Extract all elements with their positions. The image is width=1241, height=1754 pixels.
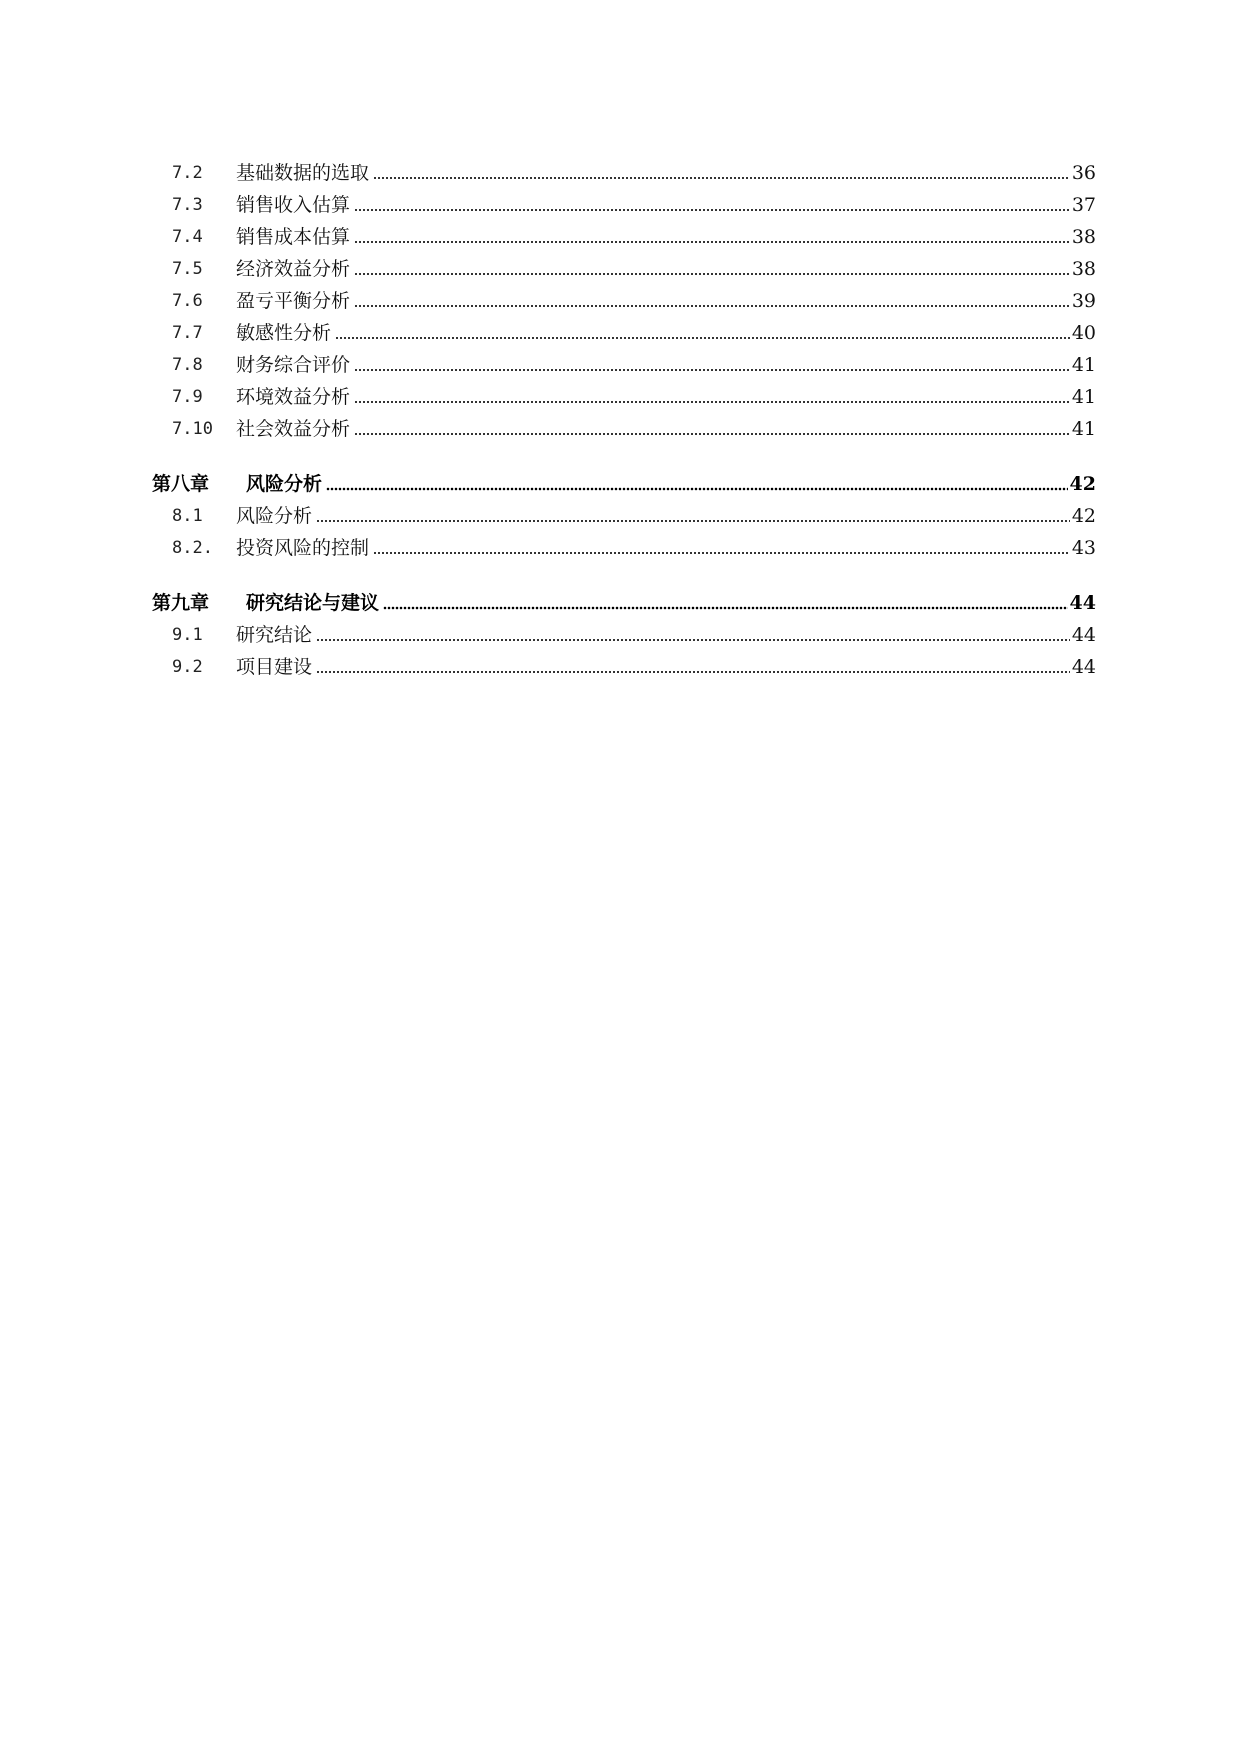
toc-entry-page: 40 [1071, 322, 1096, 344]
toc-entry-number: 7.4 [172, 227, 203, 247]
toc-entry-number: 7.5 [172, 259, 203, 279]
toc-entry-9-1[interactable] [152, 614, 1096, 646]
toc-entry-title: 经济效益分析 [236, 258, 351, 280]
dot-leader [354, 432, 1070, 436]
dot-leader [383, 606, 1068, 610]
dot-leader [354, 400, 1070, 404]
toc-entry-7-4[interactable] [152, 216, 1096, 248]
toc-entry-7-2[interactable] [152, 152, 1096, 184]
toc-entry-page: 38 [1071, 226, 1096, 248]
toc-entry-8-1[interactable] [152, 495, 1096, 527]
toc-chapter-page: 44 [1069, 592, 1096, 614]
toc-entry-title: 销售成本估算 [236, 226, 351, 248]
toc-entry-number: 7.7 [172, 323, 203, 343]
toc-entry-number: 8.2. [172, 538, 213, 558]
toc-entry-title: 风险分析 [236, 505, 313, 527]
toc-entry-number: 7.9 [172, 387, 203, 407]
toc-entry-7-9[interactable] [152, 376, 1096, 408]
toc-chapter-8[interactable] [152, 463, 1096, 495]
dot-leader [354, 368, 1070, 372]
toc-entry-8-2[interactable] [152, 527, 1096, 559]
toc-entry-page: 41 [1071, 354, 1096, 376]
toc-entry-title: 销售收入估算 [236, 194, 351, 216]
toc-entry-title: 敏感性分析 [236, 322, 332, 344]
dot-leader [316, 638, 1070, 642]
toc-entry-page: 37 [1071, 194, 1096, 216]
toc-entry-page: 38 [1071, 258, 1096, 280]
toc-chapter-page: 42 [1069, 473, 1096, 495]
table-of-contents [152, 152, 1096, 678]
dot-leader [316, 670, 1070, 674]
toc-entry-page: 36 [1071, 162, 1096, 184]
toc-entry-title: 环境效益分析 [236, 386, 351, 408]
toc-chapter-number: 第八章 [152, 473, 210, 495]
toc-entry-title: 盈亏平衡分析 [236, 290, 351, 312]
toc-entry-title: 财务综合评价 [236, 354, 351, 376]
dot-leader [316, 519, 1070, 523]
dot-leader [354, 304, 1070, 308]
toc-entry-page: 44 [1071, 624, 1096, 646]
toc-entry-number: 7.6 [172, 291, 203, 311]
toc-chapter-number: 第九章 [152, 592, 210, 614]
toc-entry-page: 44 [1071, 656, 1096, 678]
toc-entry-title: 投资风险的控制 [236, 537, 370, 559]
toc-entry-number: 8.1 [172, 506, 203, 526]
toc-entry-title: 项目建设 [236, 656, 313, 678]
dot-leader [354, 240, 1070, 244]
toc-entry-number: 9.2 [172, 657, 203, 677]
toc-entry-title: 基础数据的选取 [236, 162, 370, 184]
toc-entry-7-8[interactable] [152, 344, 1096, 376]
dot-leader [354, 208, 1070, 212]
toc-entry-number: 7.8 [172, 355, 203, 375]
toc-entry-page: 41 [1071, 418, 1096, 440]
toc-chapter-9[interactable] [152, 582, 1096, 614]
toc-entry-number: 7.2 [172, 163, 203, 183]
toc-entry-7-7[interactable] [152, 312, 1096, 344]
dot-leader [354, 272, 1070, 276]
toc-entry-number: 9.1 [172, 625, 203, 645]
toc-entry-page: 43 [1071, 537, 1096, 559]
dot-leader [373, 551, 1070, 555]
toc-entry-title: 研究结论 [236, 624, 313, 646]
dot-leader [326, 487, 1068, 491]
toc-entry-page: 41 [1071, 386, 1096, 408]
dot-leader [373, 176, 1070, 180]
toc-entry-7-5[interactable] [152, 248, 1096, 280]
dot-leader [335, 336, 1070, 340]
toc-entry-page: 39 [1071, 290, 1096, 312]
toc-entry-title: 社会效益分析 [236, 418, 351, 440]
toc-chapter-title: 风险分析 [246, 473, 323, 495]
toc-entry-7-3[interactable] [152, 184, 1096, 216]
toc-entry-number: 7.10 [172, 419, 213, 439]
toc-chapter-title: 研究结论与建议 [246, 592, 380, 614]
toc-entry-7-10[interactable] [152, 408, 1096, 440]
toc-entry-9-2[interactable] [152, 646, 1096, 678]
toc-entry-number: 7.3 [172, 195, 203, 215]
toc-entry-page: 42 [1071, 505, 1096, 527]
toc-entry-7-6[interactable] [152, 280, 1096, 312]
